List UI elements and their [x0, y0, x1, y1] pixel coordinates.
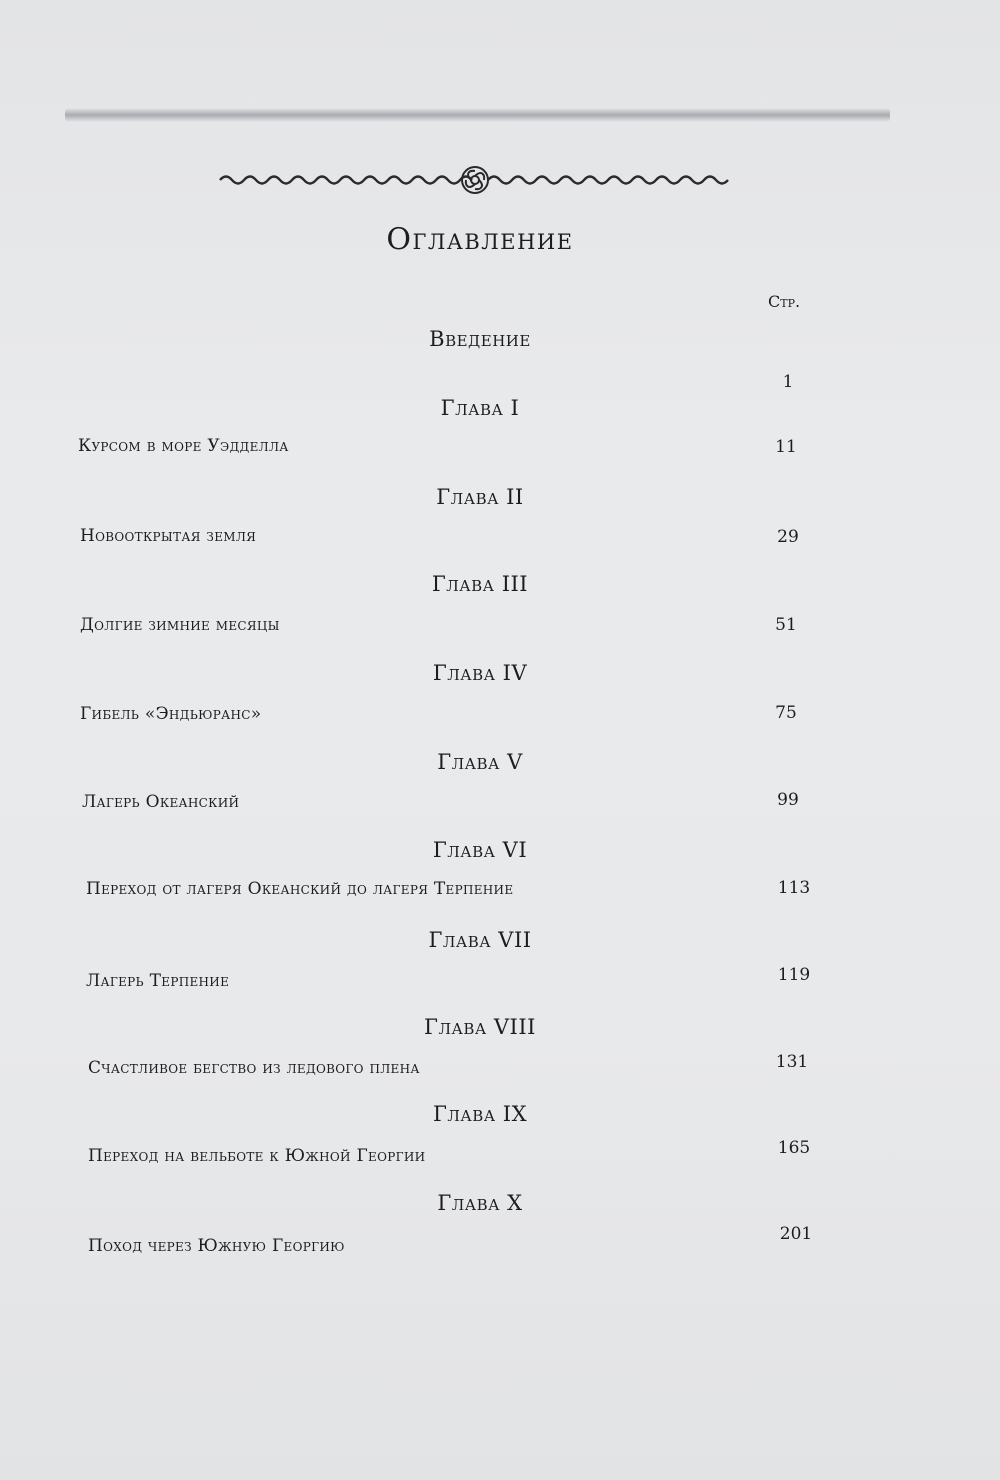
intro-page-number: 1: [782, 372, 794, 392]
chapter-3-heading: Глава III: [431, 572, 529, 596]
chapter-7-heading: Глава VII: [428, 928, 532, 952]
chapter-1-page-number: 11: [775, 437, 797, 457]
chapter-5-page-number: 99: [777, 790, 799, 810]
page-title: Оглавление: [386, 222, 574, 257]
chapter-7-title: Лагерь Терпение: [86, 971, 230, 991]
chapter-3-title: Долгие зимние месяцы: [80, 615, 280, 635]
chapter-7-page-number: 119: [777, 965, 811, 985]
chapter-4-title: Гибель «Эндьюранс»: [80, 704, 262, 724]
chapter-2-page-number: 29: [777, 527, 799, 547]
chapter-10-page-number: 201: [779, 1224, 813, 1244]
chapter-9-title: Переход на вельботе к Южной Георгии: [88, 1146, 426, 1166]
chapter-8-heading: Глава VIII: [424, 1015, 536, 1039]
chapter-5-title: Лагерь Океанский: [82, 792, 240, 812]
wave-rosette-ornament-icon: [218, 162, 733, 198]
chapter-1-heading: Глава I: [440, 396, 520, 420]
chapter-9-page-number: 165: [777, 1138, 811, 1158]
chapter-1-title: Курсом в море Уэдделла: [78, 436, 289, 456]
chapter-2-title: Новооткрытая земля: [80, 526, 257, 546]
chapter-10-heading: Глава X: [437, 1191, 523, 1215]
intro-heading: Введение: [429, 327, 531, 351]
chapter-8-page-number: 131: [775, 1052, 809, 1072]
chapter-6-page-number: 113: [777, 878, 811, 898]
chapter-6-heading: Глава VI: [432, 838, 528, 862]
chapter-10-title: Поход через Южную Георгию: [88, 1236, 345, 1256]
page-column-label: Стр.: [768, 292, 801, 311]
chapter-3-page-number: 51: [775, 615, 797, 635]
chapter-5-heading: Глава V: [437, 750, 523, 774]
chapter-2-heading: Глава II: [436, 485, 524, 509]
chapter-8-title: Счастливое бегство из ледового плена: [88, 1058, 420, 1078]
chapter-9-heading: Глава IX: [432, 1102, 528, 1126]
show-through-rule: [65, 108, 890, 122]
chapter-4-heading: Глава IV: [432, 661, 528, 685]
chapter-6-title: Переход от лагеря Океанский до лагеря Терпение: [86, 879, 514, 899]
chapter-4-page-number: 75: [775, 703, 797, 723]
